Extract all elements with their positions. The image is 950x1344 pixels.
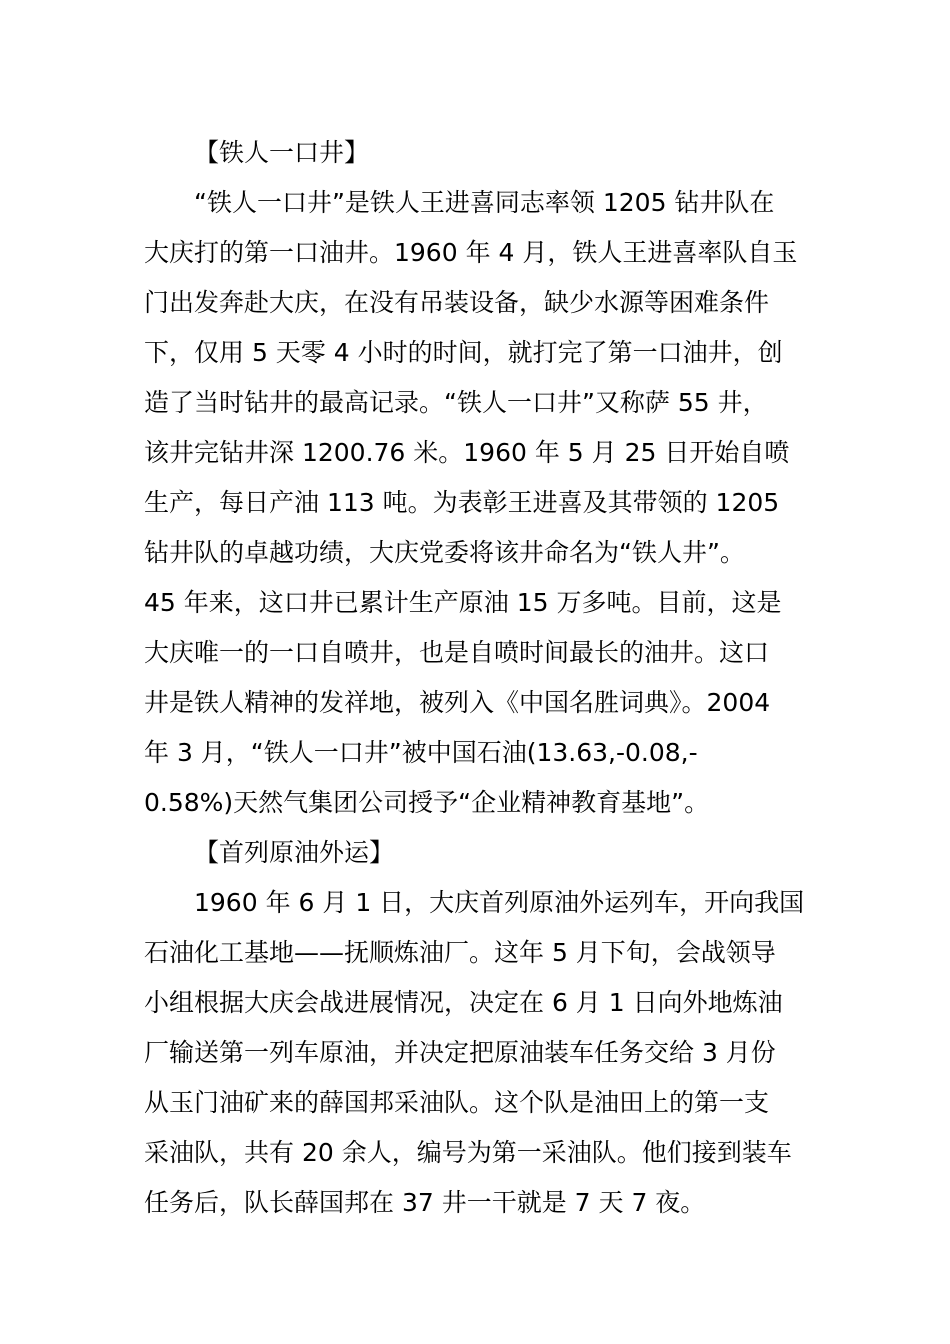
paragraph-line: 年 3 月，“铁人一口井”被中国石油(13.63,-0.08,- bbox=[144, 738, 698, 767]
paragraph-line: 下，仅用 5 天零 4 小时的时间，就打完了第一口油井，创 bbox=[144, 338, 783, 367]
paragraph-line: 大庆唯一的一口自喷井，也是自喷时间最长的油井。这口 bbox=[144, 638, 770, 667]
paragraph-line: 任务后，队长薛国邦在 37 井一干就是 7 天 7 夜。 bbox=[144, 1188, 706, 1217]
paragraph-line: 造了当时钻井的最高记录。“铁人一口井”又称萨 55 井， bbox=[144, 388, 768, 417]
section-heading: 【铁人一口井】 bbox=[194, 138, 370, 167]
paragraph-line: 从玉门油矿来的薛国邦采油队。这个队是油田上的第一支 bbox=[144, 1088, 770, 1117]
paragraph-line: 井是铁人精神的发祥地，被列入《中国名胜词典》。2004 bbox=[144, 688, 771, 717]
paragraph-line: 小组根据大庆会战进展情况，决定在 6 月 1 日向外地炼油 bbox=[144, 988, 783, 1017]
section-heading: 【首列原油外运】 bbox=[194, 838, 395, 867]
paragraph-line: 0.58%)天然气集团公司授予“企业精神教育基地”。 bbox=[144, 788, 710, 817]
paragraph-line: 石油化工基地——抚顺炼油厂。这年 5 月下旬，会战领导 bbox=[144, 938, 776, 967]
paragraph-line: 45 年来，这口井已累计生产原油 15 万多吨。目前，这是 bbox=[144, 588, 782, 617]
paragraph-line: 厂输送第一列车原油，并决定把原油装车任务交给 3 月份 bbox=[144, 1038, 776, 1067]
paragraph-line: “铁人一口井”是铁人王进喜同志率领 1205 钻井队在 bbox=[194, 188, 775, 217]
paragraph-line: 大庆打的第一口油井。1960 年 4 月，铁人王进喜率队自玉 bbox=[144, 238, 798, 267]
paragraph-line: 门出发奔赴大庆，在没有吊装设备，缺少水源等困难条件 bbox=[144, 288, 770, 317]
paragraph-line: 生产，每日产油 113 吨。为表彰王进喜及其带领的 1205 bbox=[144, 488, 780, 517]
paragraph-line: 采油队，共有 20 余人，编号为第一采油队。他们接到装车 bbox=[144, 1138, 792, 1167]
document-body bbox=[144, 128, 814, 1228]
paragraph-line: 1960 年 6 月 1 日，大庆首列原油外运列车，开向我国 bbox=[194, 888, 805, 917]
paragraph-line: 该井完钻井深 1200.76 米。1960 年 5 月 25 日开始自喷 bbox=[144, 438, 790, 467]
paragraph-line: 钻井队的卓越功绩，大庆党委将该井命名为“铁人井”。 bbox=[144, 538, 745, 567]
